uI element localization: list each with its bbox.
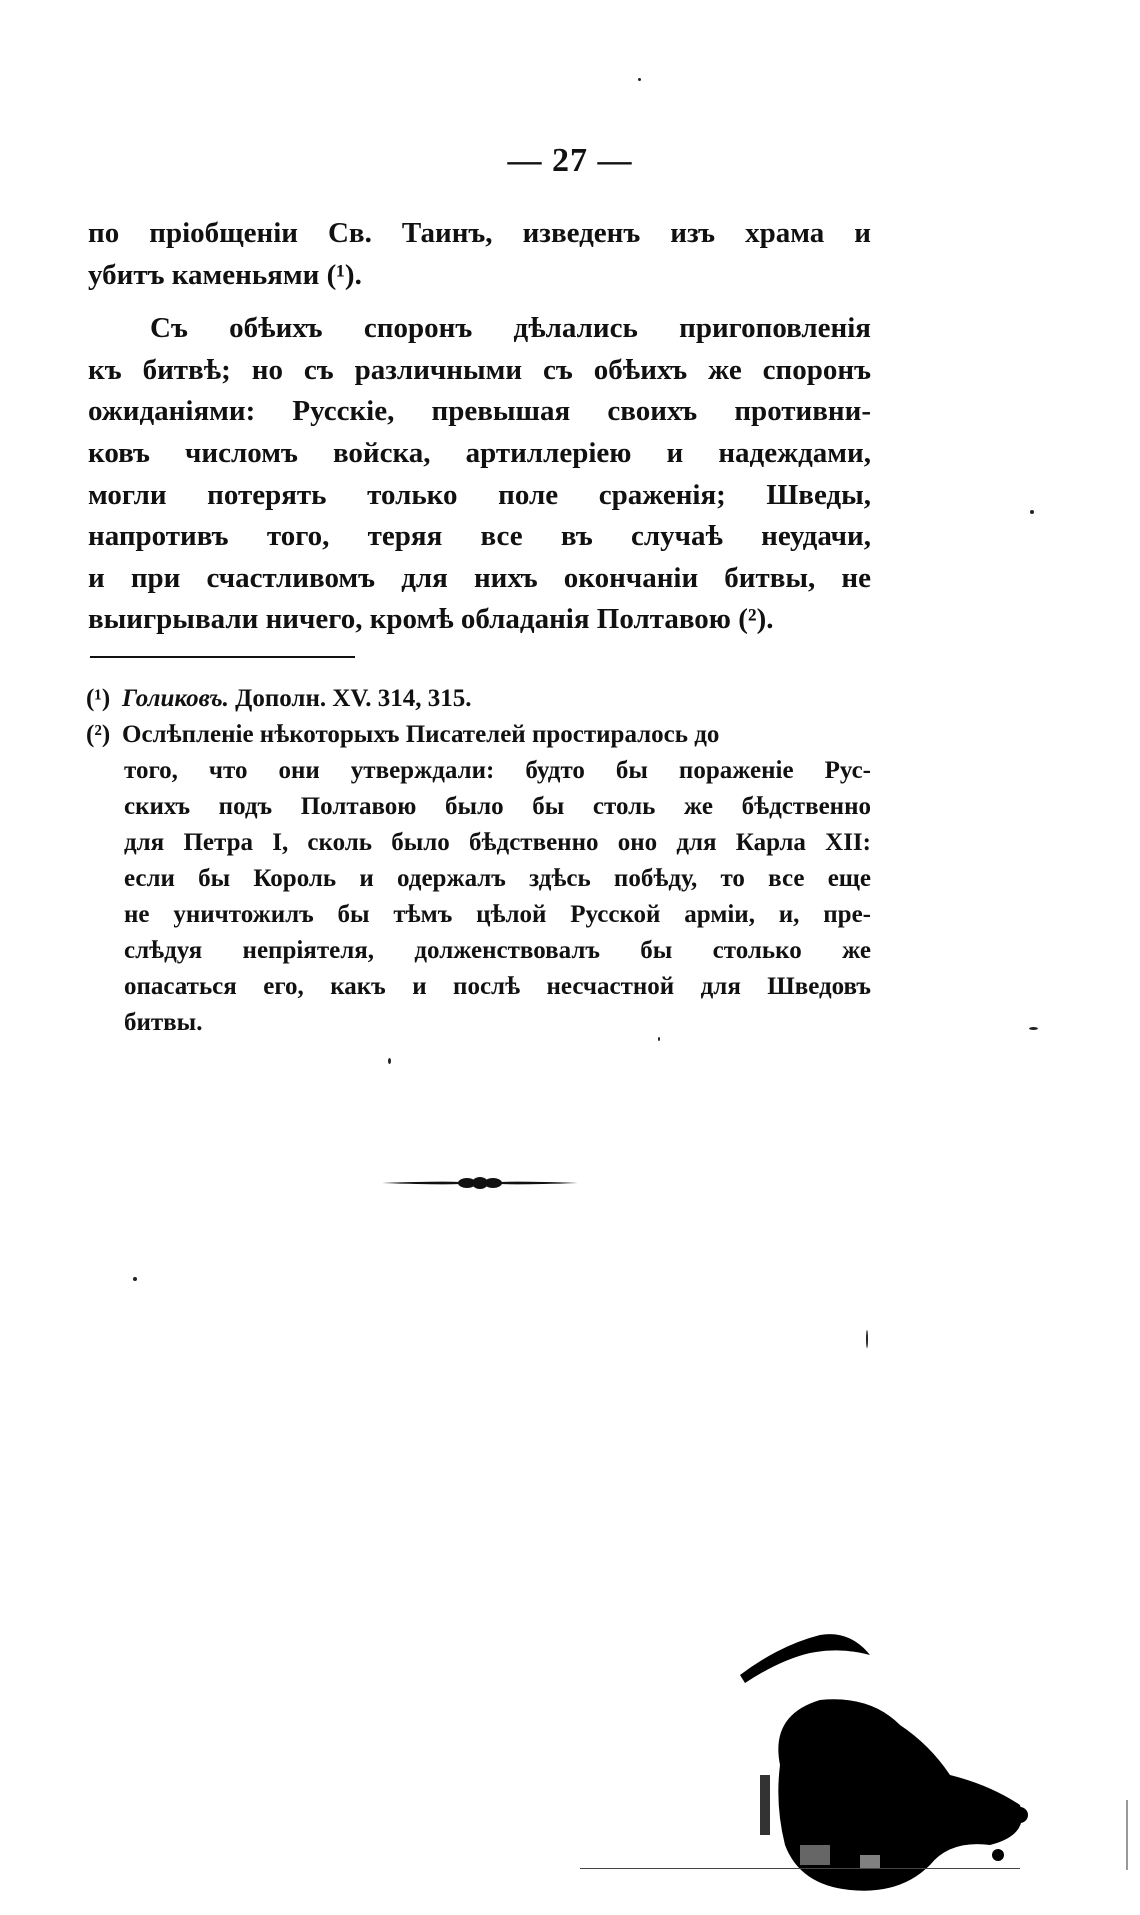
scan-speck bbox=[638, 78, 641, 81]
footnote-1 bbox=[86, 681, 871, 717]
page-number: — 27 — bbox=[507, 142, 633, 179]
footnote-line: того, что они утверждали: будто бы пораженіе Рус- bbox=[124, 757, 871, 784]
scan-speck bbox=[658, 1037, 660, 1041]
footnote-line: опасаться его, какъ и послѣ несчастной для Шведовъ bbox=[124, 973, 871, 1000]
text-line: и при счастливомъ для нихъ окончаніи битвы, не bbox=[88, 561, 871, 594]
text-line: ковъ числомъ войска, артиллеріею и надеждами, bbox=[88, 436, 871, 469]
text-line: могли потерять только поле сраженія; Шведы, bbox=[88, 478, 871, 511]
footnote-line: битвы. bbox=[124, 1009, 203, 1036]
text-line: къ битвѣ; но съ различными съ обѣихъ же споронъ bbox=[88, 353, 871, 386]
scan-edge-line bbox=[580, 1868, 1020, 1869]
text-line: по пріобщеніи Св. Таинъ, изведенъ изъ храма и bbox=[88, 217, 871, 249]
footnote-author: Голиковъ. bbox=[122, 685, 229, 712]
scan-speck bbox=[388, 1058, 391, 1064]
text-line: выигрывали ничего, кромѣ обладанія Полтавою (²). bbox=[88, 603, 774, 636]
ornament-divider bbox=[380, 1176, 580, 1190]
text-line: Съ обѣихъ споронъ дѣлались пригоповленія bbox=[150, 312, 871, 345]
footnote-line: скихъ подъ Полтавою было бы столь же бѣдственно bbox=[124, 793, 871, 820]
footnote-line: слѣдуя непріятеля, долженствовалъ бы столько же bbox=[124, 937, 871, 964]
scan-speck bbox=[133, 1277, 137, 1281]
footnote-text: Ослѣпленіе нѣкоторыхъ Писателей простиралось до bbox=[122, 721, 720, 748]
footnote-2-body bbox=[86, 753, 871, 1041]
scan-ink-blot bbox=[700, 1615, 1040, 1915]
text-line: напротивъ того, теряя все въ случаѣ неудачи, bbox=[88, 520, 871, 553]
scan-speck bbox=[1029, 1027, 1038, 1030]
footnote-2 bbox=[86, 717, 871, 753]
scan-speck bbox=[1030, 510, 1034, 514]
footnotes bbox=[86, 681, 871, 1041]
footnote-text: Дополн. XV. 314, 315. bbox=[235, 685, 472, 712]
text-line: убитъ каменьями (¹). bbox=[88, 258, 362, 291]
text-line: ожиданіями: Русскіе, превышая своихъ противни- bbox=[88, 395, 871, 428]
scan-edge-mark bbox=[1126, 1800, 1128, 1870]
footnote-marker: (¹) bbox=[86, 685, 111, 712]
footnote-line: не уничтожилъ бы тѣмъ цѣлой Русской арміи, и, пре- bbox=[124, 901, 871, 928]
footnote-line: если бы Король и одержалъ здѣсь побѣду, то все еще bbox=[124, 865, 871, 892]
scan-speck bbox=[866, 1330, 868, 1348]
footnote-marker: (²) bbox=[86, 721, 111, 748]
footnote-divider bbox=[90, 656, 355, 658]
main-text bbox=[88, 213, 871, 641]
footnote-line: для Петра I, сколь было бѣдственно оно для Карла XII: bbox=[124, 829, 871, 856]
